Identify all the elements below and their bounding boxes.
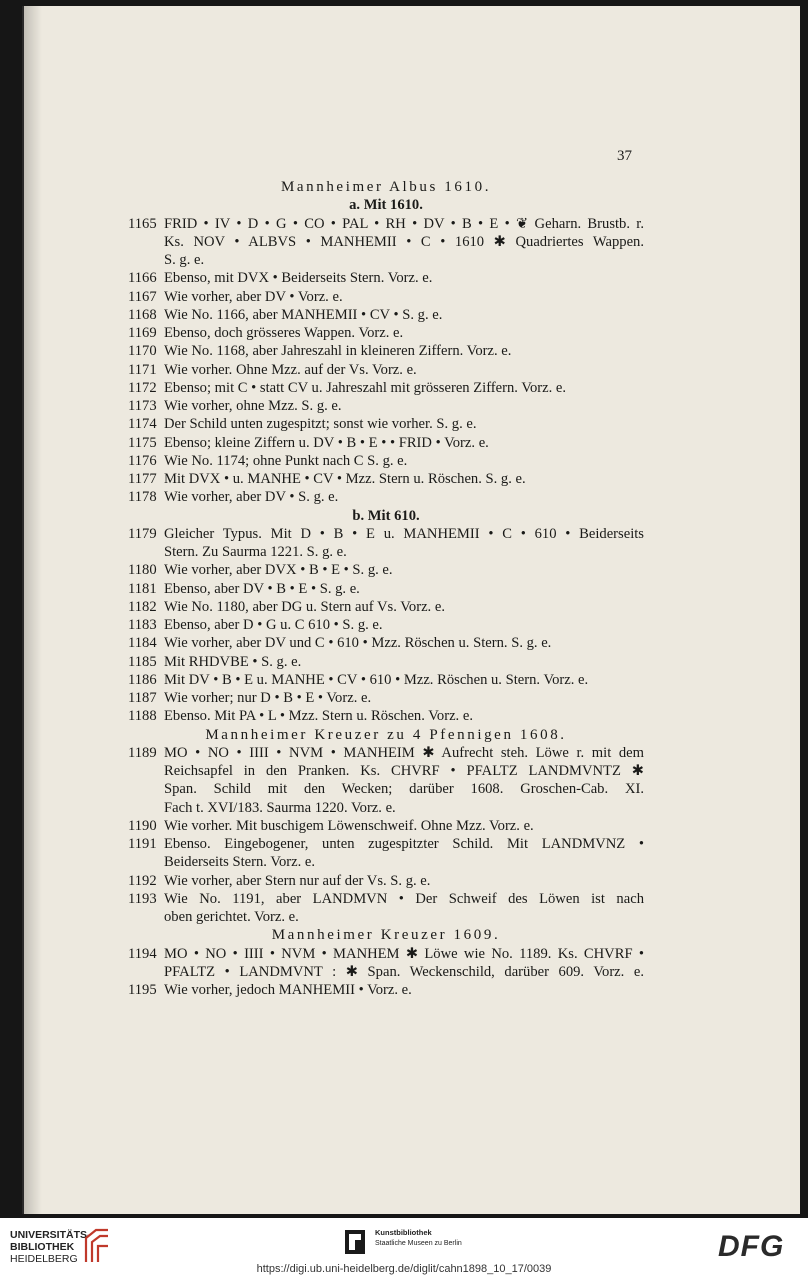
entry-text: Ebenso. Mit PA • L • Mzz. Stern u. Röschen. Vorz. e. <box>164 708 473 725</box>
footer-bar <box>0 1218 808 1277</box>
entry-text: Ebenso, aber DV • B • E • S. g. e. <box>164 580 360 597</box>
entry-text: FRID • IV • D • G • CO • PAL • RH • DV • B • E • ❦ Geharn. Brustb. r. <box>164 215 644 232</box>
catalog-entry <box>128 215 644 233</box>
entry-text: Der Schild unten zugespitzt; sonst wie vorher. S. g. e. <box>164 416 477 433</box>
entry-text: Wie vorher, jedoch MANHEMII • Vorz. e. <box>164 982 412 998</box>
catalog-entry <box>128 306 644 324</box>
entry-number: 1174 <box>128 416 157 433</box>
catalog-entry <box>128 890 644 908</box>
catalog-entry <box>128 945 644 963</box>
catalog-entry <box>128 744 644 762</box>
entry-text: Mit DVX • u. MANHE • CV • Mzz. Stern u. Röschen. S. g. e. <box>164 471 526 487</box>
catalog-entry <box>128 415 644 433</box>
entry-number: 1190 <box>128 817 157 834</box>
entry-text: Wie vorher; nur D • B • E • Vorz. e. <box>164 690 372 706</box>
entry-continuation: Span. Schild mit den Wecken; darüber 1608. Groschen-Cab. XI. <box>164 781 644 798</box>
section-heading: Mannheimer Kreuzer 1609. <box>271 927 501 944</box>
entry-text: Wie vorher, aber DV • S. g. e. <box>164 489 339 506</box>
section-heading: Mannheimer Albus 1610. <box>280 179 492 195</box>
catalog-entry <box>128 872 644 890</box>
catalog-entry <box>128 616 644 634</box>
entry-text: Ebenso, aber D • G u. C 610 • S. g. e. <box>164 617 383 633</box>
entry-number: 1171 <box>128 361 157 378</box>
catalog-entry <box>128 671 644 689</box>
entry-text: Mit DV • B • E u. MANHE • CV • 610 • Mzz. Röschen u. Stern. Vorz. e. <box>164 671 589 688</box>
entry-number: 1195 <box>128 982 157 998</box>
ub-line2: BIBLIOTHEK <box>10 1241 75 1253</box>
entry-text: Wie vorher, aber Stern nur auf der Vs. S. g. e. <box>164 872 431 889</box>
entry-continuation: PFALTZ • LANDMVNT : ✱ Span. Weckenschild, darüber 609. Vorz. e. <box>164 963 644 980</box>
entry-text: Wie No. 1174; ohne Punkt nach C S. g. e. <box>164 452 408 469</box>
entry-continuation: Fach t. XVI/183. Saurma 1220. Vorz. e. <box>164 799 396 816</box>
entry-number: 1191 <box>128 836 157 852</box>
entry-text: Wie No. 1191, aber LANDMVN • Der Schweif des Löwen ist nach <box>164 890 644 907</box>
entry-text: Ebenso; kleine Ziffern u. DV • B • E • • FRID • Vorz. e. <box>164 434 489 451</box>
entry-number: 1165 <box>128 215 157 232</box>
entry-number: 1181 <box>128 580 157 597</box>
entry-text: Wie No. 1180, aber DG u. Stern auf Vs. Vorz. e. <box>164 598 445 615</box>
catalog-entry <box>128 452 644 470</box>
entry-number: 1168 <box>128 306 157 323</box>
kb-title: Kunstbibliothek <box>375 1228 432 1237</box>
entry-text: Wie No. 1166, aber MANHEMII • CV • S. g. e. <box>164 306 443 323</box>
entry-number: 1183 <box>128 617 157 633</box>
kb-subtitle: Staatliche Museen zu Berlin <box>375 1240 462 1247</box>
entry-text: Wie vorher, aber DV • Vorz. e. <box>164 288 343 305</box>
entry-text: Ebenso. Eingebogener, unten zugespitzter Schild. Mit LANDMVNZ • <box>164 836 644 852</box>
entry-text: Wie No. 1168, aber Jahreszahl in kleineren Ziffern. Vorz. e. <box>164 343 512 360</box>
entry-text: Ebenso; mit C • statt CV u. Jahreszahl mit grösseren Ziffern. Vorz. e. <box>164 379 567 396</box>
entry-number: 1193 <box>128 890 157 907</box>
catalog-entry <box>128 817 644 835</box>
catalog-entry <box>128 342 644 360</box>
entry-number: 1187 <box>128 690 157 706</box>
entry-number: 1177 <box>128 471 157 487</box>
entry-text: Wie vorher. Mit buschigem Löwenschweif. Ohne Mzz. Vorz. e. <box>164 817 534 834</box>
catalog-entry <box>128 361 644 379</box>
catalog-entry <box>128 598 644 616</box>
catalog-entry <box>128 379 644 397</box>
catalog-entry <box>128 707 644 725</box>
entry-text: MO • NO • IIII • NVM • MANHEM ✱ Löwe wie No. 1189. Ks. CHVRF • <box>164 945 644 962</box>
entry-continuation: Ks. NOV • ALBVS • MANHEMII • C • 1610 ✱ Quadriertes Wappen. <box>164 233 644 250</box>
entry-number: 1194 <box>128 945 157 962</box>
entry-text: Ebenso, mit DVX • Beiderseits Stern. Vorz. e. <box>164 270 433 287</box>
entry-number: 1166 <box>128 270 157 287</box>
catalog-entry <box>128 324 644 342</box>
entry-continuation: Beiderseits Stern. Vorz. e. <box>164 854 316 871</box>
catalog-entry <box>128 981 644 999</box>
entry-number: 1186 <box>128 671 157 688</box>
entry-text: Wie vorher, aber DV und C • 610 • Mzz. Röschen u. Stern. S. g. e. <box>164 635 552 652</box>
catalog-entry <box>128 561 644 579</box>
entry-continuation: S. g. e. <box>164 252 205 268</box>
entry-number: 1182 <box>128 598 157 615</box>
entry-number: 1179 <box>128 525 157 542</box>
entry-number: 1188 <box>128 708 157 725</box>
catalog-entry <box>128 488 644 506</box>
entry-number: 1180 <box>128 562 157 579</box>
entry-number: 1173 <box>128 398 157 414</box>
catalog-entry <box>128 689 644 707</box>
entry-text: Mit RHDVBE • S. g. e. <box>164 653 302 670</box>
ub-line3: HEIDELBERG <box>10 1253 78 1265</box>
catalog-entry <box>128 397 644 415</box>
page-gutter-shadow <box>24 6 42 1214</box>
dfg-logo[interactable]: DFG <box>718 1230 785 1263</box>
entry-number: 1185 <box>128 653 157 670</box>
catalog-entry <box>128 525 644 543</box>
entry-continuation: oben gerichtet. Vorz. e. <box>164 909 299 925</box>
entry-number: 1176 <box>128 452 157 469</box>
catalog-entry <box>128 580 644 598</box>
entry-number: 1192 <box>128 872 157 889</box>
entry-number: 1172 <box>128 379 157 396</box>
entry-number: 1169 <box>128 325 157 341</box>
entry-number: 1175 <box>128 434 157 451</box>
catalog-text <box>128 178 644 999</box>
entry-number: 1167 <box>128 288 157 305</box>
subsection-heading: b. Mit 610. <box>352 507 420 524</box>
permalink-url[interactable]: https://digi.ub.uni-heidelberg.de/diglit/cahn1898_10_17/0039 <box>256 1263 552 1275</box>
catalog-entry <box>128 653 644 671</box>
entry-number: 1170 <box>128 343 157 360</box>
entry-number: 1189 <box>128 744 157 761</box>
entry-continuation: Stern. Zu Saurma 1221. S. g. e. <box>164 544 347 560</box>
section-heading: Mannheimer Kreuzer zu 4 Pfennigen 1608. <box>205 726 567 743</box>
kunstbibliothek-mark-icon <box>345 1230 365 1254</box>
entry-continuation: Reichsapfel in den Pranken. Ks. CHVRF • PFALTZ LANDMVNTZ ✱ <box>164 763 644 779</box>
entry-text: Wie vorher. Ohne Mzz. auf der Vs. Vorz. e. <box>164 361 417 378</box>
entry-text: Wie vorher, aber DVX • B • E • S. g. e. <box>164 562 393 579</box>
catalog-entry <box>128 835 644 853</box>
entry-number: 1178 <box>128 489 157 506</box>
ub-line1: UNIVERSITÄTS- <box>10 1229 91 1241</box>
subsection-heading: a. Mit 1610. <box>349 197 423 214</box>
ub-heidelberg-emblem-icon <box>82 1226 112 1266</box>
entry-text: MO • NO • IIII • NVM • MANHEIM ✱ Aufrecht steh. Löwe r. mit dem <box>164 744 644 761</box>
entry-text: Wie vorher, ohne Mzz. S. g. e. <box>164 398 342 414</box>
catalog-entry <box>128 434 644 452</box>
catalog-entry <box>128 288 644 306</box>
page-number: 37 <box>617 148 632 164</box>
ub-heidelberg-logo-text[interactable] <box>10 1229 91 1265</box>
entry-text: Ebenso, doch grösseres Wappen. Vorz. e. <box>164 325 404 341</box>
catalog-entry <box>128 470 644 488</box>
catalog-entry <box>128 269 644 287</box>
entry-text: Gleicher Typus. Mit D • B • E u. MANHEMII • C • 610 • Beiderseits <box>164 525 644 542</box>
entry-number: 1184 <box>128 635 157 652</box>
catalog-entry <box>128 634 644 652</box>
